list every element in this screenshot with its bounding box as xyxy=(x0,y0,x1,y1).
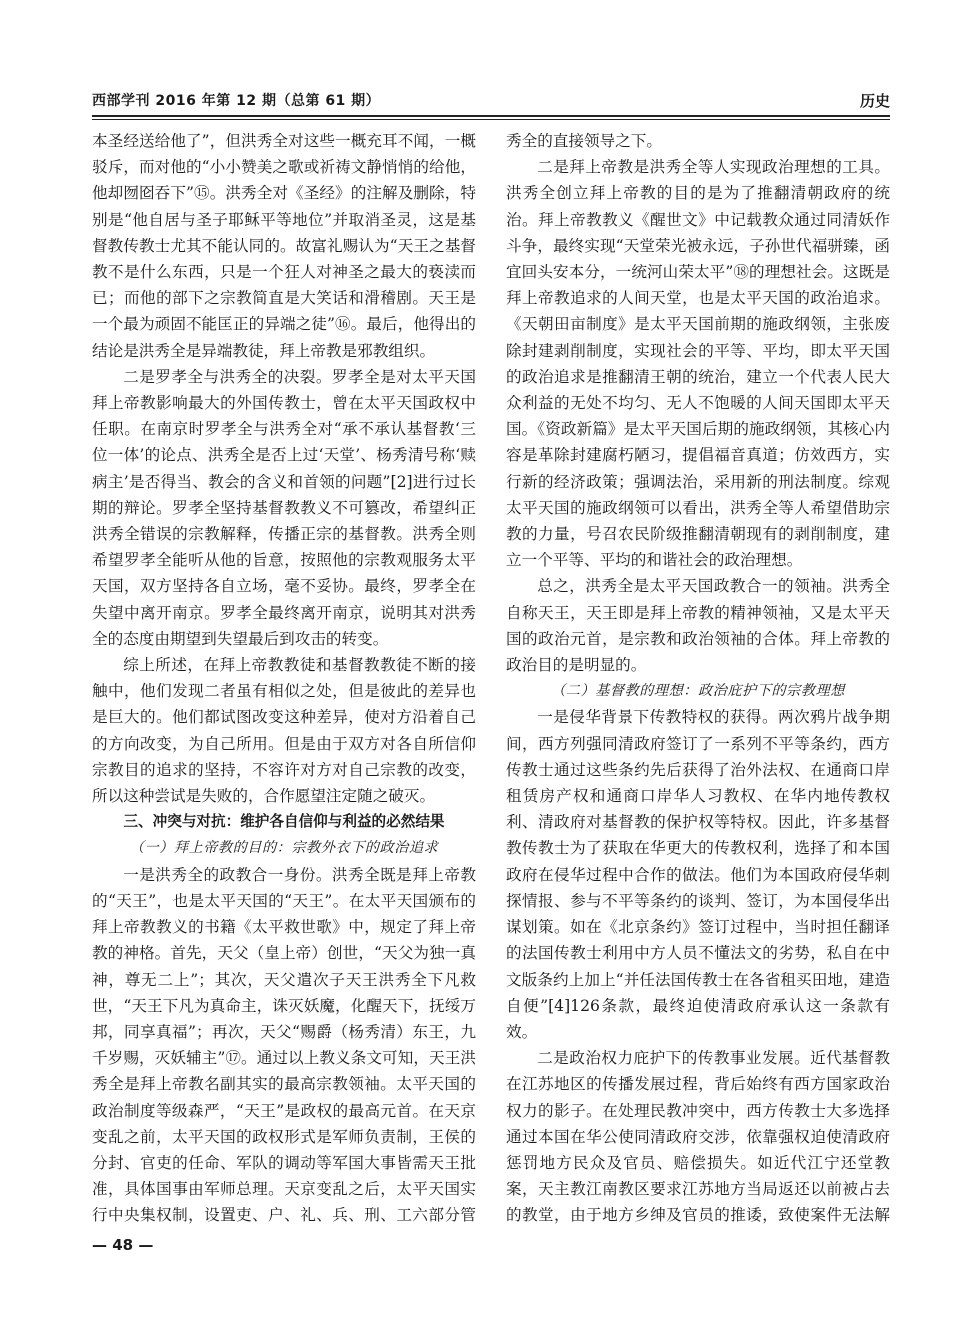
body-paragraph: 二是政治权力庇护下的传教事业发展。近代基督教在江苏地区的传播发展过程，背后始终有西方国家政治权力的影子。在处理民教冲突中，西方传教士大多选择通过本国在华公使同清政府交涉，依靠强权迫使清政府惩罚地方民众及官员、赔偿损失。如近代江宁还堂教案，天主教江南教区要求江苏地方当局返还以前被占去的教堂，由于地方乡绅及官员的推诿，致使案件无法解 xyxy=(506,1049,890,1225)
subsection-heading: （二）基督教的理想：政治庇护下的宗教理想 xyxy=(551,683,845,700)
running-header xyxy=(92,90,890,114)
header-rule xyxy=(92,115,890,117)
body-paragraph: 二是罗孝全与洪秀全的决裂。罗孝全是对太平天国拜上帝教影响最大的外国传教士，曾在太平天国政权中任职。在南京时罗孝全与洪秀全对“承不承认基督教‘三位一体’的论点、洪秀全是否上过‘天堂’、杨秀清号称‘赎病主’是否得当、教会的含义和首领的问题”[2]进行过长期的辩论。罗孝全坚持基督教教义不可篡改，希望纠正洪秀全错误的宗教解释，传播正宗的基督教。洪秀全则希望罗孝全能听从他的旨意，按照他的宗教观服务太平天国，双方坚持各自立场，毫不妥协。最终，罗孝全在失望中离开南京。罗孝全最终离开南京，说明其对洪秀全的态度由期望到失望最后到攻击的转变。 xyxy=(92,367,476,648)
section-heading: 三、冲突与对抗：维护各自信仰与利益的必然结果 xyxy=(123,813,445,831)
body-paragraph: 综上所述，在拜上帝教教徒和基督教教徒不断的接触中，他们发现二者虽有相似之处，但是彼此的差异也是巨大的。他们都试图改变这种差异，使对方沿着自己的方向改变，为自己所用。但是由于双方对各自所信仰宗教目的追求的坚持，不容许对方对自己宗教的改变，所以这种尝试是失败的，合作愿望注定随之破灭。 xyxy=(92,656,476,806)
journal-title: 西部学刊 2016 年第 12 期（总第 61 期） xyxy=(92,93,381,109)
body-paragraph: 一是侵华背景下传教特权的获得。两次鸦片战争期间，西方列强同清政府签订了一系列不平等条约，西方传教士通过这些条约先后获得了治外法权、在通商口岸租赁房产权和通商口岸华人习教权、在华内地传教权利、清政府对基督教的保护权等特权。因此，许多基督教传教士为了获取在华更大的传教权利，选择了和本国政府在侵华过程中合作的做法。他们为本国政府侵华刺探情报、参与不平等条约的谈判、签订，为本国侵华出谋划策。如在《北京条约》签订过程中，当时担任翻译的法国传教士利用中方人员不懂法文的劣势，私自在中文版条约上加上“并任法国传教士在各省租买田地，建造自便”[4]126条款，最终迫使清政府承认这一条款有效。 xyxy=(506,708,890,1041)
right-column xyxy=(506,128,890,1228)
left-column xyxy=(92,128,476,1228)
subsection-heading: （一）拜上帝教的目的：宗教外衣下的政治追求 xyxy=(129,840,439,857)
body-paragraph: 二是拜上帝教是洪秀全等人实现政治理想的工具。洪秀全创立拜上帝教的目的是为了推翻清朝政府的统治。拜上帝教教义《醒世文》中记载教众通过同清妖作斗争，最终实现“天堂荣光被永远，子孙世代福骈臻，函宜回头安本分，一统河山荣太平”⑱的理想社会。这既是拜上帝教追求的人间天堂，也是太平天国的政治追求。《天朝田亩制度》是太平天国前期的施政纲领，主张废除封建剥削制度，实现社会的平等、平均，即太平天国的政治追求是推翻清王朝的统治，建立一个代表人民大众利益的无处不均匀、无人不饱暖的人间天国即太平天国。《资政新篇》是太平天国后期的施政纲领，其核心内容是革除封建腐朽陋习，提倡福音真道；仿效西方，实行新的经济政策；强调法治，采用新的刑法制度。综观太平天国的施政纲领可以看出，洪秀全等人希望借助宗教的力量，号召农民阶级推翻清朝现有的剥削制度，建立一个平等、平均的和谐社会的政治理想。 xyxy=(506,158,890,570)
page-number: — 48 — xyxy=(92,1236,154,1254)
body-paragraph: 本圣经送给他了”，但洪秀全对这些一概充耳不闻，一概驳斥，而对他的“小小赞美之歌或祈祷文静悄悄的给他，他却囫囵吞下”⑮。洪秀全对《圣经》的注解及删除，特别是“他自居与圣子耶稣平等地位”并取消圣灵，这是基督教传教士尤其不能认同的。故富礼赐认为“天王之基督教不是什么东西，只是一个狂人对神圣之最大的亵渎而已；而他的部下之宗教简直是大笑话和滑稽剧。天王是一个最为顽固不能匡正的异端之徒”⑯。最后，他得出的结论是洪秀全是异端教徒，拜上帝教是邪教组织。 xyxy=(92,132,476,360)
header-rule-thin xyxy=(92,119,890,120)
body-paragraph: 一是洪秀全的政教合一身份。洪秀全既是拜上帝教的“天王”，也是太平天国的“天王”。在太平天国颁布的拜上帝教教义的书籍《太平救世歌》中，规定了拜上帝教的神格。首先，天父（皇上帝）创世，“天父为独一真神，尊无二上”；其次，天父遣次子天王洪秀全下凡救世，“天王下凡为真命主，诛灭妖魔，化醒天下，抚绥万邦，同享真福”；再次，天父“赐爵（杨秀清）东王，九千岁赐，灭妖辅主”⑰。通过以上教义条文可知，天王洪秀全是拜上帝教名副其实的最高宗教领袖。太平天国的政治制度等级森严，“天王”是政权的最高元首。在天京变乱之前，太平天国的政权形式是军师负责制，王侯的分封、官吏的任命、军队的调动等军国大事皆需天王批准，具体国事由军师总理。天京变乱之后，太平天国实行中央集权制，设置吏、户、礼、兵、刑、工六部分管 xyxy=(92,865,476,1225)
section-label: 历史 xyxy=(859,92,890,110)
body-paragraph: 总之，洪秀全是太平天国政教合一的领袖。洪秀全自称天王，天王即是拜上帝教的精神领袖，又是太平天国的政治元首，是宗教和政治领袖的合体。拜上帝教的政治目的是明显的。 xyxy=(506,577,890,675)
body-paragraph: 秀全的直接领导之下。 xyxy=(506,132,662,150)
